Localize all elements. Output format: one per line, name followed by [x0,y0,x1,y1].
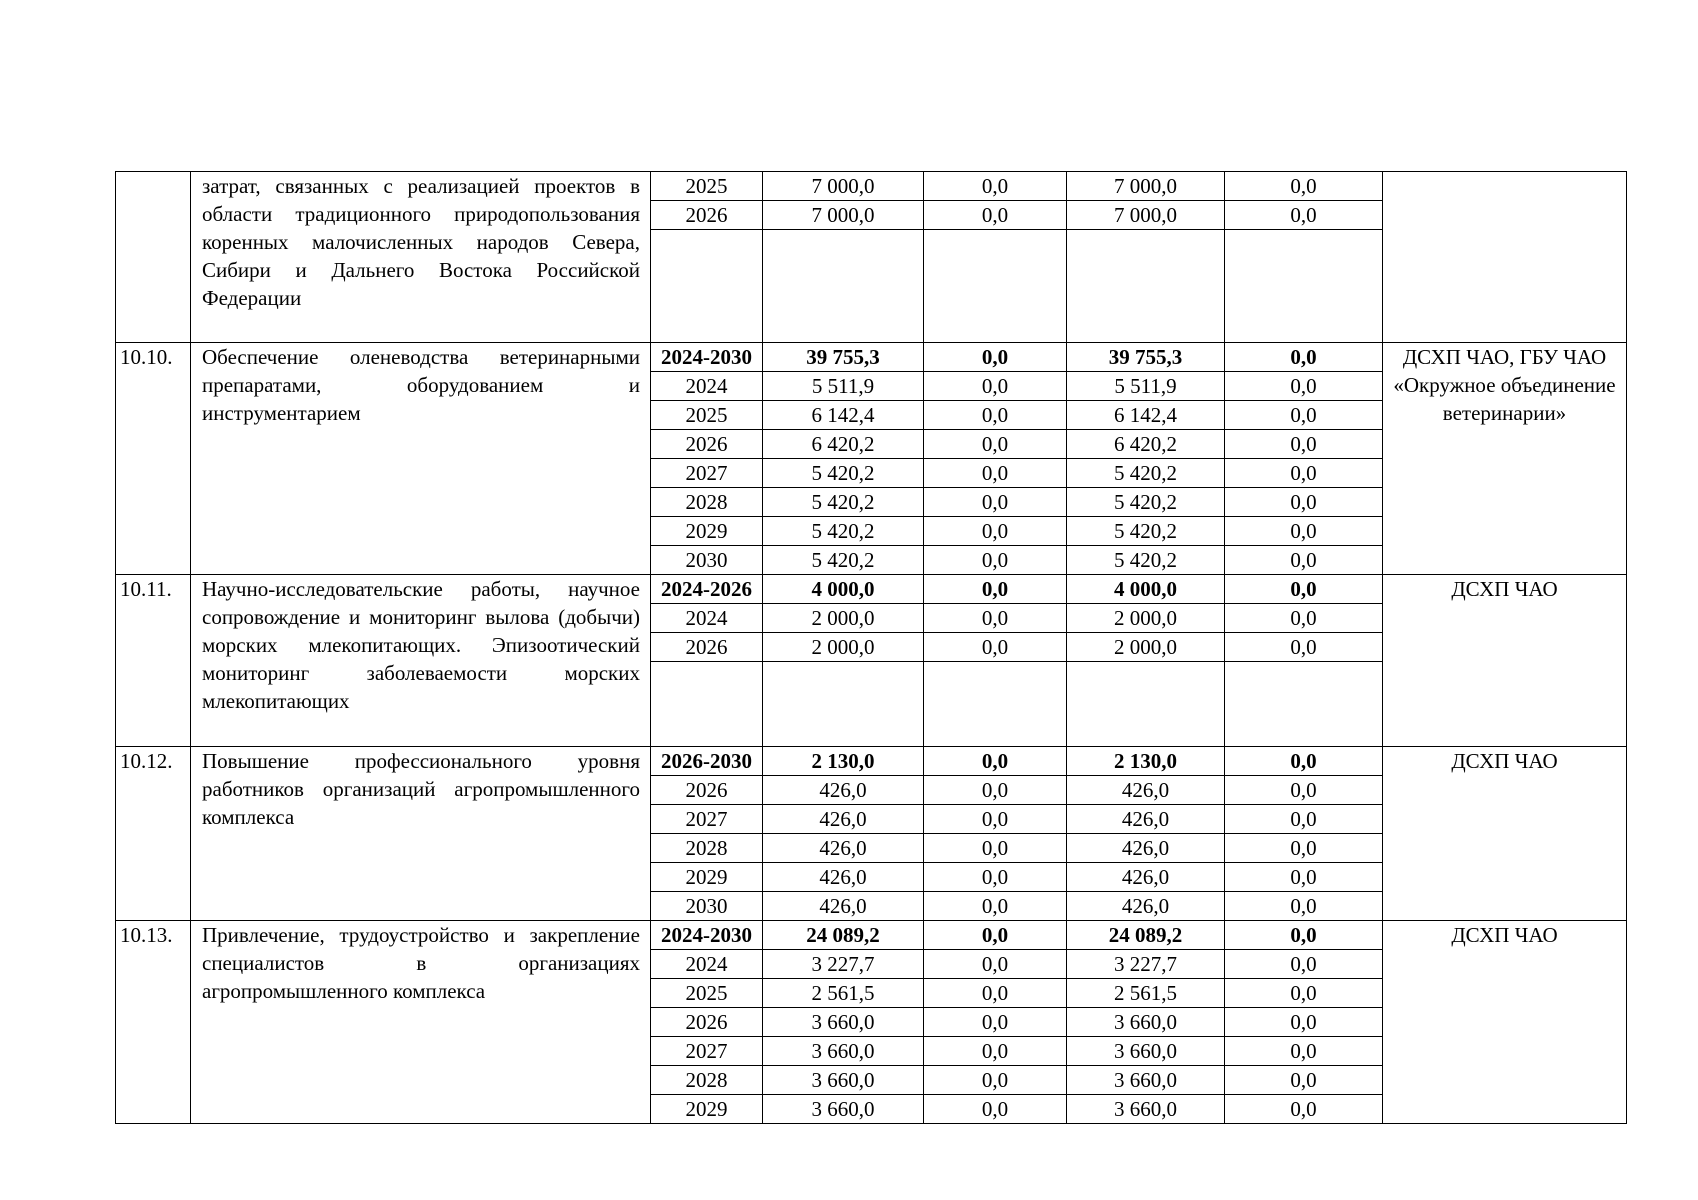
item-number: 10.13. [116,921,191,1124]
year-cell: 2024-2030 [651,921,763,950]
other-cell: 0,0 [1225,401,1383,430]
year-cell: 2024-2026 [651,575,763,604]
item-description: Научно-исследовательские работы, научное сопровождение и мониторинг вылова (добычи) морских млекопитающих. Эпизоотический мониторинг заболеваемости морских млекопитающих [191,575,651,747]
total-cell: 426,0 [763,834,924,863]
item-number: 10.12. [116,747,191,921]
other-cell: 0,0 [1225,834,1383,863]
federal-cell: 0,0 [924,1095,1067,1124]
responsible-executor: ДСХП ЧАО [1383,747,1627,921]
total-cell: 2 000,0 [763,604,924,633]
other-cell: 0,0 [1225,604,1383,633]
year-cell: 2024 [651,950,763,979]
regional-cell: 6 142,4 [1067,401,1225,430]
total-cell: 4 000,0 [763,575,924,604]
regional-cell: 3 660,0 [1067,1066,1225,1095]
total-cell: 5 420,2 [763,459,924,488]
total-cell: 3 227,7 [763,950,924,979]
federal-cell: 0,0 [924,372,1067,401]
federal-cell: 0,0 [924,1037,1067,1066]
year-cell: 2028 [651,488,763,517]
year-cell: 2026 [651,201,763,230]
other-cell: 0,0 [1225,172,1383,201]
year-cell: 2028 [651,834,763,863]
year-cell: 2026 [651,633,763,662]
other-cell: 0,0 [1225,372,1383,401]
federal-cell: 0,0 [924,776,1067,805]
empty-cell [763,662,924,747]
other-cell: 0,0 [1225,633,1383,662]
item-description: затрат, связанных с реализацией проектов в области традиционного природопользования коренных малочисленных народов Севера, Сибири и Дальнего Востока Российской Федерации [191,172,651,343]
year-cell: 2025 [651,401,763,430]
other-cell: 0,0 [1225,863,1383,892]
federal-cell: 0,0 [924,488,1067,517]
regional-cell: 426,0 [1067,892,1225,921]
regional-cell: 2 000,0 [1067,604,1225,633]
total-cell: 39 755,3 [763,343,924,372]
federal-cell: 0,0 [924,921,1067,950]
empty-cell [1067,230,1225,343]
total-cell: 2 000,0 [763,633,924,662]
year-cell: 2024 [651,372,763,401]
federal-cell: 0,0 [924,950,1067,979]
federal-cell: 0,0 [924,805,1067,834]
responsible-executor: ДСХП ЧАО [1383,575,1627,747]
table-row [116,921,1627,950]
other-cell: 0,0 [1225,201,1383,230]
year-cell: 2026 [651,776,763,805]
regional-cell: 2 561,5 [1067,979,1225,1008]
regional-cell: 3 227,7 [1067,950,1225,979]
empty-cell [924,230,1067,343]
other-cell: 0,0 [1225,459,1383,488]
year-cell: 2029 [651,517,763,546]
year-cell: 2027 [651,805,763,834]
year-cell: 2024 [651,604,763,633]
total-cell: 3 660,0 [763,1008,924,1037]
year-cell: 2024-2030 [651,343,763,372]
federal-cell: 0,0 [924,1066,1067,1095]
year-cell: 2027 [651,1037,763,1066]
other-cell: 0,0 [1225,892,1383,921]
federal-cell: 0,0 [924,834,1067,863]
federal-cell: 0,0 [924,430,1067,459]
empty-cell [651,662,763,747]
item-number: 10.10. [116,343,191,575]
responsible-executor [1383,172,1627,343]
year-cell: 2025 [651,172,763,201]
year-cell: 2026 [651,430,763,459]
federal-cell: 0,0 [924,517,1067,546]
regional-cell: 5 420,2 [1067,488,1225,517]
total-cell: 426,0 [763,863,924,892]
responsible-executor: ДСХП ЧАО [1383,921,1627,1124]
total-cell: 5 511,9 [763,372,924,401]
federal-cell: 0,0 [924,747,1067,776]
year-cell: 2029 [651,863,763,892]
other-cell: 0,0 [1225,517,1383,546]
other-cell: 0,0 [1225,1008,1383,1037]
year-cell: 2028 [651,1066,763,1095]
empty-cell [651,230,763,343]
budget-table [115,171,1627,1124]
regional-cell: 3 660,0 [1067,1037,1225,1066]
empty-cell [1225,230,1383,343]
year-cell: 2030 [651,546,763,575]
regional-cell: 2 130,0 [1067,747,1225,776]
total-cell: 426,0 [763,805,924,834]
regional-cell: 2 000,0 [1067,633,1225,662]
regional-cell: 7 000,0 [1067,172,1225,201]
total-cell: 2 130,0 [763,747,924,776]
other-cell: 0,0 [1225,805,1383,834]
total-cell: 5 420,2 [763,488,924,517]
federal-cell: 0,0 [924,459,1067,488]
table-row [116,343,1627,372]
regional-cell: 5 420,2 [1067,517,1225,546]
year-cell: 2026 [651,1008,763,1037]
item-description: Повышение профессионального уровня работников организаций агропромышленного комплекса [191,747,651,921]
regional-cell: 5 511,9 [1067,372,1225,401]
table-row [116,747,1627,776]
federal-cell: 0,0 [924,575,1067,604]
regional-cell: 5 420,2 [1067,459,1225,488]
regional-cell: 426,0 [1067,863,1225,892]
federal-cell: 0,0 [924,604,1067,633]
other-cell: 0,0 [1225,747,1383,776]
total-cell: 3 660,0 [763,1066,924,1095]
regional-cell: 6 420,2 [1067,430,1225,459]
federal-cell: 0,0 [924,863,1067,892]
other-cell: 0,0 [1225,343,1383,372]
empty-cell [763,230,924,343]
other-cell: 0,0 [1225,488,1383,517]
federal-cell: 0,0 [924,401,1067,430]
item-number: 10.11. [116,575,191,747]
total-cell: 426,0 [763,892,924,921]
year-cell: 2026-2030 [651,747,763,776]
regional-cell: 426,0 [1067,805,1225,834]
year-cell: 2030 [651,892,763,921]
federal-cell: 0,0 [924,546,1067,575]
regional-cell: 426,0 [1067,776,1225,805]
regional-cell: 3 660,0 [1067,1008,1225,1037]
other-cell: 0,0 [1225,979,1383,1008]
other-cell: 0,0 [1225,921,1383,950]
federal-cell: 0,0 [924,892,1067,921]
other-cell: 0,0 [1225,546,1383,575]
regional-cell: 426,0 [1067,834,1225,863]
other-cell: 0,0 [1225,1095,1383,1124]
year-cell: 2025 [651,979,763,1008]
other-cell: 0,0 [1225,1066,1383,1095]
regional-cell: 7 000,0 [1067,201,1225,230]
total-cell: 7 000,0 [763,172,924,201]
empty-cell [924,662,1067,747]
item-description: Привлечение, трудоустройство и закрепление специалистов в организациях агропромышленного комплекса [191,921,651,1124]
total-cell: 426,0 [763,776,924,805]
federal-cell: 0,0 [924,633,1067,662]
empty-cell [1225,662,1383,747]
budget-table-body [116,172,1627,1124]
federal-cell: 0,0 [924,172,1067,201]
federal-cell: 0,0 [924,1008,1067,1037]
item-number [116,172,191,343]
other-cell: 0,0 [1225,776,1383,805]
federal-cell: 0,0 [924,343,1067,372]
empty-cell [1067,662,1225,747]
table-row [116,172,1627,201]
total-cell: 5 420,2 [763,546,924,575]
other-cell: 0,0 [1225,575,1383,604]
regional-cell: 3 660,0 [1067,1095,1225,1124]
item-description: Обеспечение оленеводства ветеринарными препаратами, оборудованием и инструментарием [191,343,651,575]
year-cell: 2029 [651,1095,763,1124]
total-cell: 24 089,2 [763,921,924,950]
responsible-executor: ДСХП ЧАО, ГБУ ЧАО «Окружное объединение ветеринарии» [1383,343,1627,575]
regional-cell: 39 755,3 [1067,343,1225,372]
total-cell: 3 660,0 [763,1037,924,1066]
regional-cell: 4 000,0 [1067,575,1225,604]
total-cell: 6 420,2 [763,430,924,459]
federal-cell: 0,0 [924,979,1067,1008]
regional-cell: 24 089,2 [1067,921,1225,950]
other-cell: 0,0 [1225,1037,1383,1066]
other-cell: 0,0 [1225,950,1383,979]
total-cell: 3 660,0 [763,1095,924,1124]
federal-cell: 0,0 [924,201,1067,230]
total-cell: 2 561,5 [763,979,924,1008]
total-cell: 5 420,2 [763,517,924,546]
total-cell: 6 142,4 [763,401,924,430]
regional-cell: 5 420,2 [1067,546,1225,575]
year-cell: 2027 [651,459,763,488]
total-cell: 7 000,0 [763,201,924,230]
other-cell: 0,0 [1225,430,1383,459]
table-row [116,575,1627,604]
